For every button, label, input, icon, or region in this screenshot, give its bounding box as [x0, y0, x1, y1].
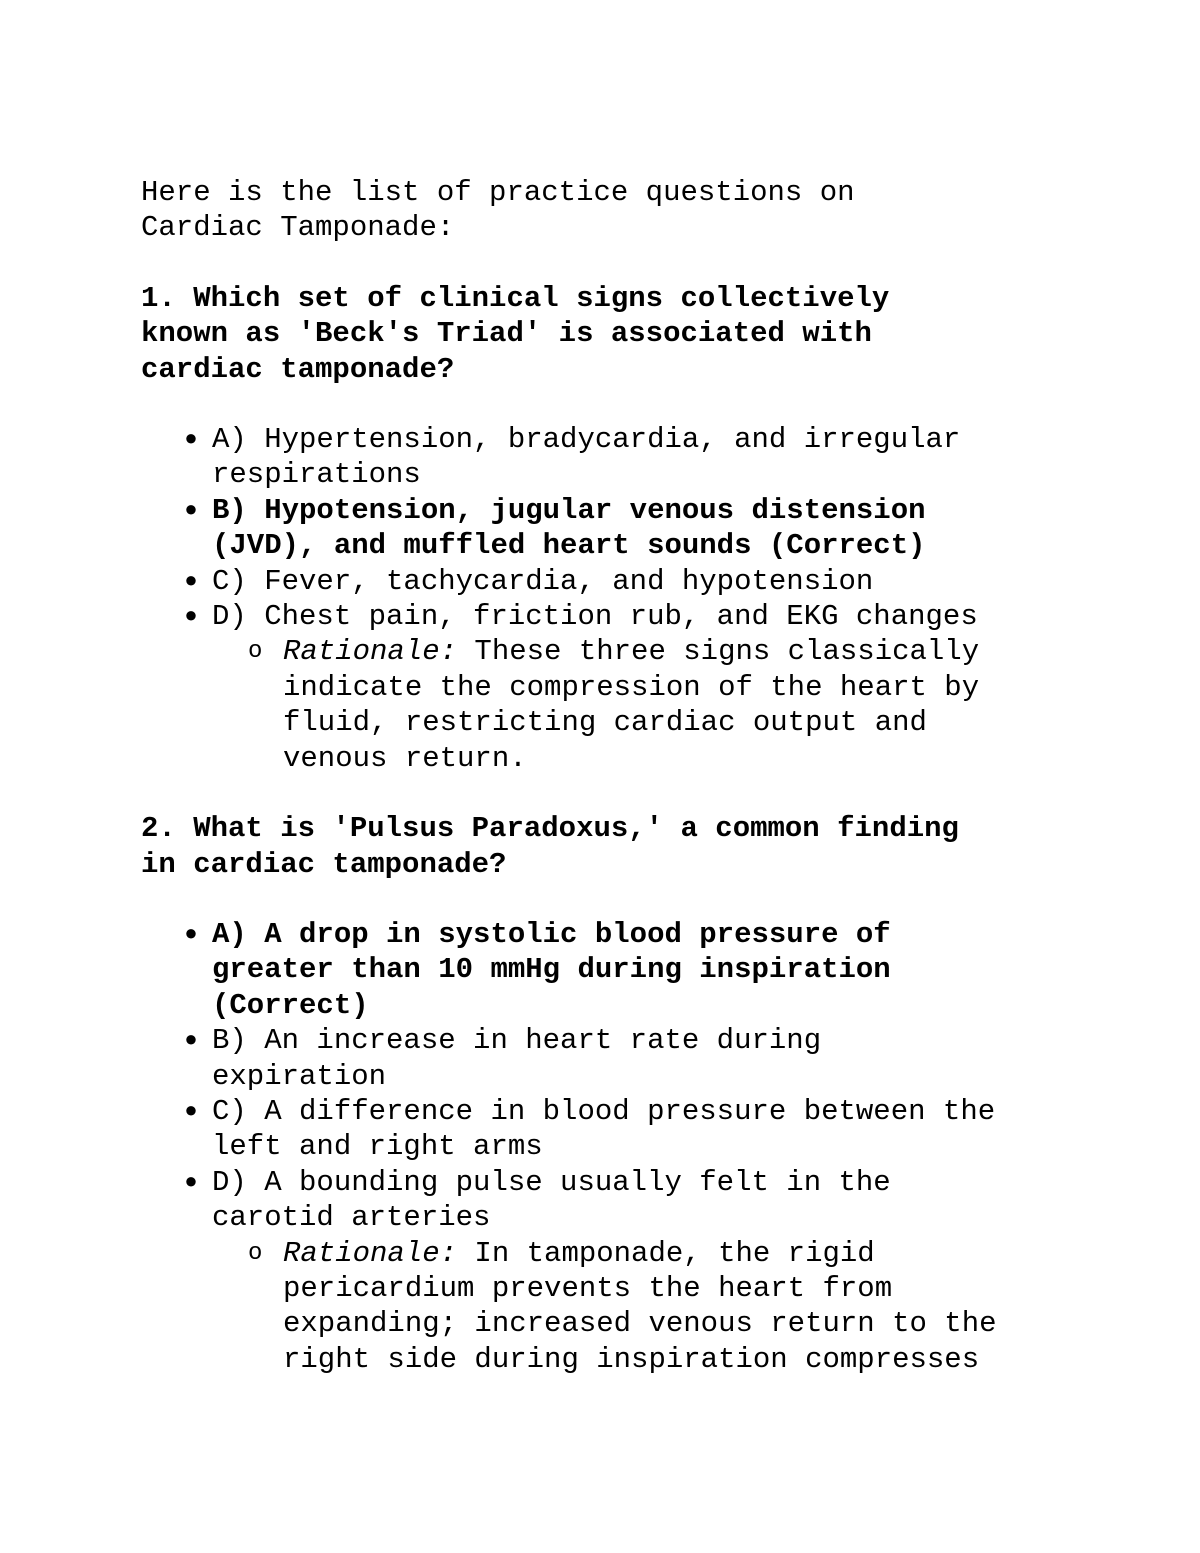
question-1-stem — [141, 281, 1101, 387]
option-d — [141, 599, 1101, 776]
intro-line: Cardiac Tamponade: — [141, 211, 455, 245]
bullet-icon: ● — [184, 1169, 198, 1195]
option-d — [141, 1165, 1101, 1377]
option-line: D) A bounding pulse usually felt in the — [212, 1165, 891, 1199]
question-line: in cardiac tamponade? — [141, 847, 507, 881]
rationale-line: fluid, restricting cardiac output and — [283, 706, 927, 740]
option-line: C) A difference in blood pressure between the — [212, 1094, 996, 1128]
rationale-label: Rationale: — [283, 1236, 458, 1270]
intro-line: Here is the list of practice questions on — [141, 176, 855, 209]
option-b-correct — [141, 493, 1101, 564]
question-2-stem — [141, 811, 1101, 882]
rationale-label: Rationale: — [283, 635, 458, 669]
question-line: 1. Which set of clinical signs collectively — [141, 281, 890, 315]
rationale-line: indicate the compression of the heart by — [283, 670, 980, 704]
rationale-text: In tamponade, the rigid — [457, 1236, 875, 1270]
option-b — [141, 1023, 1101, 1094]
rationale-line: right side during inspiration compresses — [283, 1342, 980, 1376]
question-line: 2. What is 'Pulsus Paradoxus,' a common finding — [141, 812, 959, 846]
option-line: B) Hypotension, jugular venous distension — [212, 493, 926, 527]
bullet-icon: ● — [184, 568, 198, 594]
rationale-line: pericardium prevents the heart from — [283, 1271, 893, 1305]
option-line: D) Chest pain, friction rub, and EKG changes — [212, 600, 978, 634]
bullet-icon: ● — [184, 604, 198, 630]
option-c — [141, 564, 1101, 599]
sub-bullet-icon: o — [248, 638, 263, 666]
question-line: cardiac tamponade? — [141, 352, 455, 386]
option-line: B) An increase in heart rate during — [212, 1024, 822, 1058]
bullet-icon: ● — [184, 1098, 198, 1124]
rationale — [212, 634, 1101, 776]
option-line: left and right arms — [212, 1130, 543, 1164]
bullet-icon: ● — [184, 497, 198, 523]
rationale-line — [283, 1236, 1101, 1271]
document-page — [141, 175, 1101, 1377]
option-line: respirations — [212, 458, 421, 492]
option-line: A) Hypertension, bradycardia, and irregular — [212, 423, 961, 457]
option-line: (JVD), and muffled heart sounds (Correct) — [212, 529, 926, 563]
question-2-options — [141, 917, 1101, 1377]
option-line: greater than 10 mmHg during inspiration — [212, 953, 891, 987]
intro-text — [141, 175, 1101, 246]
rationale-list — [212, 1236, 1101, 1378]
rationale-line: venous return. — [283, 741, 527, 775]
option-line: (Correct) — [212, 988, 369, 1022]
question-1-options — [141, 422, 1101, 776]
bullet-icon: ● — [184, 1028, 198, 1054]
option-line: C) Fever, tachycardia, and hypotension — [212, 564, 874, 598]
sub-bullet-icon: o — [248, 1239, 263, 1267]
rationale-list — [212, 634, 1101, 776]
option-a — [141, 422, 1101, 493]
option-line: carotid arteries — [212, 1201, 491, 1235]
bullet-icon: ● — [184, 921, 198, 947]
option-a-correct — [141, 917, 1101, 1023]
rationale-line — [283, 634, 1101, 669]
question-line: known as 'Beck's Triad' is associated with — [141, 317, 872, 351]
option-line: A) A drop in systolic blood pressure of — [212, 917, 891, 951]
bullet-icon: ● — [184, 427, 198, 453]
option-c — [141, 1094, 1101, 1165]
option-line: expiration — [212, 1059, 387, 1093]
rationale — [212, 1236, 1101, 1378]
rationale-line: expanding; increased venous return to the — [283, 1307, 997, 1341]
rationale-text: These three signs classically — [457, 635, 980, 669]
